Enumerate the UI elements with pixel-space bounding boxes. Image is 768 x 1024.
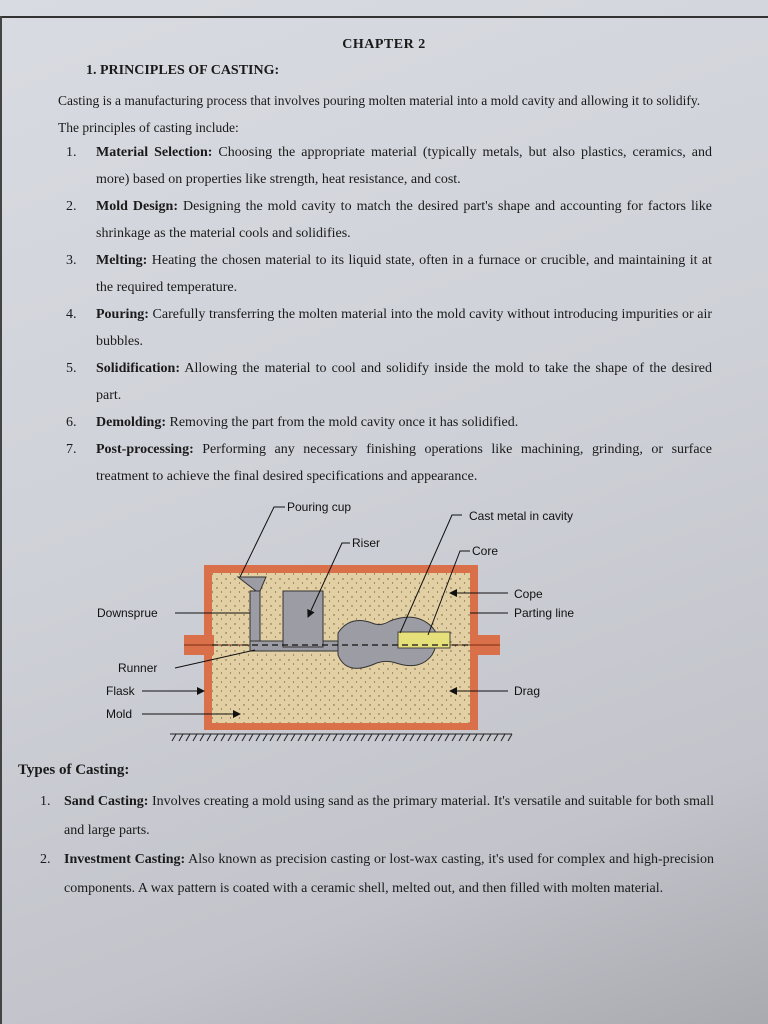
item-text: Carefully transferring the molten material into the mold cavity without introducing impurities or air bubbles. (96, 307, 712, 349)
list-item (52, 355, 712, 409)
hatch-mark (368, 734, 372, 741)
hatch-mark (445, 734, 449, 741)
label-flask: Flask (106, 684, 135, 698)
item-term: Demolding: (96, 415, 166, 430)
item-term: Melting: (96, 253, 148, 268)
page-top-border (0, 16, 768, 18)
hatch-mark (179, 734, 183, 741)
hatch-mark (403, 734, 407, 741)
hatch-mark (480, 734, 484, 741)
item-number: 1. (66, 145, 77, 160)
item-number: 3. (66, 253, 77, 268)
label-core: Core (472, 544, 499, 558)
hatch-mark (270, 734, 274, 741)
hatch-mark (207, 734, 211, 741)
label-mold: Mold (106, 707, 133, 721)
item-number: 5. (66, 361, 77, 376)
hatch-mark (249, 734, 253, 741)
item-term: Material Selection: (96, 145, 213, 160)
chapter-title: CHAPTER 2 (342, 37, 426, 52)
hatch-mark (242, 734, 246, 741)
item-term: Mold Design: (96, 199, 179, 214)
hatch-mark (172, 734, 176, 741)
hatch-mark (494, 734, 498, 741)
list-item (52, 193, 712, 247)
ground-hatch-marks (172, 734, 512, 741)
hatch-mark (382, 734, 386, 741)
item-text: Involves creating a mold using sand as the primary material. It's versatile and suitable for both small and large parts. (64, 794, 715, 838)
hatch-mark (228, 734, 232, 741)
hatch-mark (487, 734, 491, 741)
hatch-mark (186, 734, 190, 741)
item-number: 4. (66, 307, 77, 322)
label-drag: Drag (514, 684, 541, 698)
hatch-mark (347, 734, 351, 741)
item-number: 7. (66, 442, 77, 457)
item-number: 2. (40, 852, 51, 867)
hatch-mark (319, 734, 323, 741)
list-item (24, 787, 714, 845)
item-term: Sand Casting: (64, 794, 149, 809)
hatch-mark (291, 734, 295, 741)
item-text: Removing the part from the mold cavity once it has solidified. (166, 415, 519, 430)
item-text: Also known as precision casting or lost-wax casting, it's used for complex and high-precision components. A wax pattern is coated with a ceramic shell, melted out, and then filled with molten material. (64, 852, 714, 896)
hatch-mark (417, 734, 421, 741)
hatch-mark (438, 734, 442, 741)
hatch-mark (473, 734, 477, 741)
item-term: Solidification: (96, 361, 181, 376)
label-cope: Cope (514, 587, 543, 601)
label-downsprue: Downsprue (97, 606, 158, 620)
item-text: Heating the chosen material to its liquid state, often in a furnace or crucible, and maintaining it at the required temperature. (96, 253, 712, 295)
hatch-mark (396, 734, 400, 741)
list-item (24, 845, 714, 903)
hatch-mark (375, 734, 379, 741)
section-heading: 1. PRINCIPLES OF CASTING: (86, 63, 280, 78)
hatch-mark (508, 734, 512, 741)
list-item (52, 436, 712, 490)
hatch-mark (361, 734, 365, 741)
hatch-mark (333, 734, 337, 741)
hatch-mark (305, 734, 309, 741)
page-left-border (0, 16, 2, 1024)
hatch-mark (340, 734, 344, 741)
hatch-mark (312, 734, 316, 741)
list-item (52, 301, 712, 355)
types-list (24, 787, 714, 903)
list-item (52, 247, 712, 301)
list-item (52, 409, 712, 436)
item-number: 2. (66, 199, 77, 214)
label-runner: Runner (118, 661, 158, 675)
hatch-mark (277, 734, 281, 741)
hatch-mark (389, 734, 393, 741)
riser-neck (312, 625, 322, 645)
intro-paragraph: Casting is a manufacturing process that involves pouring molten material into a mold cavity and allowing it to solidify. The principles of casting include: (58, 93, 701, 135)
item-text: Allowing the material to cool and solidify inside the mold to take the shape of the desired part. (96, 361, 712, 403)
label-pouring-cup: Pouring cup (287, 500, 352, 514)
downsprue-metal (250, 591, 260, 649)
hatch-mark (459, 734, 463, 741)
item-text: Designing the mold cavity to match the desired part's shape and accounting for factors like shrinkage as the material cools and solidifies. (96, 199, 712, 241)
item-text: Choosing the appropriate material (typically metals, but also plastics, ceramics, and more) based on properties like strength, heat resistance, and cost. (96, 145, 712, 187)
label-parting-line: Parting line (514, 606, 575, 620)
list-item (52, 139, 712, 193)
hatch-mark (452, 734, 456, 741)
hatch-mark (326, 734, 330, 741)
hatch-mark (263, 734, 267, 741)
hatch-mark (221, 734, 225, 741)
hatch-mark (214, 734, 218, 741)
hatch-mark (410, 734, 414, 741)
hatch-mark (424, 734, 428, 741)
principles-list (52, 139, 712, 490)
hatch-mark (193, 734, 197, 741)
hatch-mark (501, 734, 505, 741)
hatch-mark (284, 734, 288, 741)
item-term: Pouring: (96, 307, 149, 322)
sand-casting-diagram (80, 495, 620, 755)
label-cast-metal: Cast metal in cavity (469, 509, 574, 523)
hatch-mark (354, 734, 358, 741)
item-term: Post-processing: (96, 442, 194, 457)
hatch-mark (431, 734, 435, 741)
hatch-mark (466, 734, 470, 741)
item-number: 6. (66, 415, 77, 430)
hatch-mark (200, 734, 204, 741)
hatch-mark (256, 734, 260, 741)
hatch-mark (235, 734, 239, 741)
item-number: 1. (40, 794, 51, 809)
item-text: Performing any necessary finishing operations like machining, grinding, or surface treatment to achieve the final desired specifications and appearance. (96, 442, 712, 484)
hatch-mark (298, 734, 302, 741)
label-riser: Riser (352, 536, 381, 550)
item-term: Investment Casting: (64, 852, 186, 867)
types-heading: Types of Casting: (18, 762, 130, 778)
